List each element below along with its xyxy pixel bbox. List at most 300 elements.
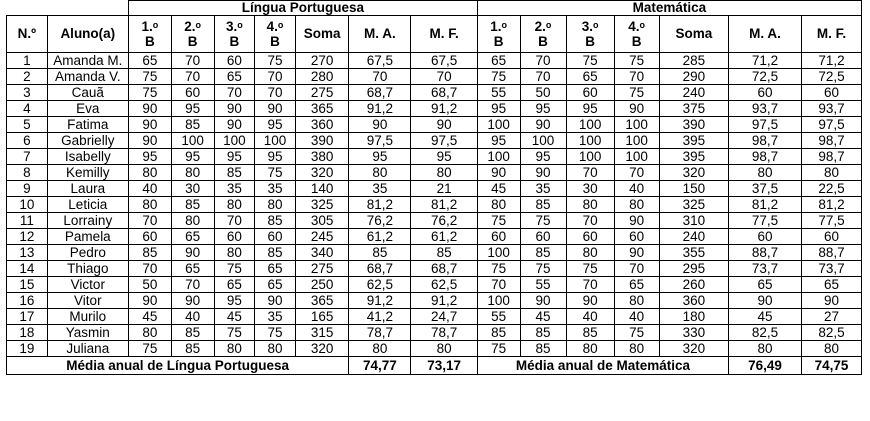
pt-grade-b2: 90 — [171, 293, 214, 309]
pt-grade-b3: 85 — [214, 165, 255, 181]
bim-num: 3. — [226, 19, 238, 34]
pt-grade-b2: 60 — [171, 85, 214, 101]
pt-grade-b1: 50 — [128, 277, 171, 293]
mat-grade-b2: 85 — [520, 245, 566, 261]
mat-sum: 330 — [659, 325, 729, 341]
pt-grade-b1: 90 — [128, 117, 171, 133]
pt-grade-b3: 80 — [214, 197, 255, 213]
pt-mf: 68,7 — [411, 261, 477, 277]
table-row — [7, 341, 862, 357]
mat-grade-b3: 30 — [566, 181, 614, 197]
bim-num: 4. — [628, 19, 640, 34]
mat-grade-b4: 40 — [614, 181, 659, 197]
mat-grade-b3: 85 — [566, 325, 614, 341]
pt-mf: 61,2 — [411, 229, 477, 245]
mat-mf: 88,7 — [801, 245, 861, 261]
pt-grade-b2: 95 — [171, 101, 214, 117]
student-name: Pamela — [47, 229, 128, 245]
mat-grade-b4: 90 — [614, 213, 659, 229]
pt-ma: 80 — [349, 165, 411, 181]
mat-grade-b2: 85 — [520, 341, 566, 357]
grades-table-wrapper — [6, 0, 862, 375]
mat-grade-b2: 90 — [520, 117, 566, 133]
footer-pt-ma: 74,77 — [349, 357, 411, 375]
pt-sum: 250 — [295, 277, 349, 293]
pt-grade-b3: 80 — [214, 245, 255, 261]
student-name: Lorrainy — [47, 213, 128, 229]
mat-grade-b1: 85 — [477, 325, 520, 341]
pt-grade-b3: 65 — [214, 277, 255, 293]
footer-averages-row — [7, 357, 862, 375]
mat-grade-b2: 85 — [520, 325, 566, 341]
pt-grade-b1: 65 — [128, 53, 171, 69]
mat-sum: 310 — [659, 213, 729, 229]
mat-mf: 60 — [801, 85, 861, 101]
pt-ma: 81,2 — [349, 197, 411, 213]
pt-grade-b4: 90 — [255, 293, 296, 309]
pt-grade-b3: 80 — [214, 341, 255, 357]
student-number: 6 — [7, 133, 48, 149]
bim-sup: o — [152, 20, 159, 30]
pt-mf: 91,2 — [411, 293, 477, 309]
mat-grade-b4: 40 — [614, 309, 659, 325]
student-number: 17 — [7, 309, 48, 325]
pt-grade-b2: 70 — [171, 69, 214, 85]
mat-grade-b1: 65 — [477, 53, 520, 69]
table-row — [7, 69, 862, 85]
student-number: 9 — [7, 181, 48, 197]
pt-grade-b3: 90 — [214, 101, 255, 117]
pt-ma: 78,7 — [349, 325, 411, 341]
mat-grade-b3: 70 — [566, 165, 614, 181]
bim-sup: o — [545, 20, 552, 30]
mat-grade-b4: 70 — [614, 69, 659, 85]
pt-ma: 67,5 — [349, 53, 411, 69]
mat-ma: 45 — [729, 309, 802, 325]
col-header-pt-mf: M. F. — [411, 16, 477, 53]
mat-grade-b1: 75 — [477, 69, 520, 85]
mat-sum: 180 — [659, 309, 729, 325]
student-number: 14 — [7, 261, 48, 277]
pt-grade-b4: 65 — [255, 261, 296, 277]
pt-grade-b4: 70 — [255, 69, 296, 85]
mat-mf: 98,7 — [801, 133, 861, 149]
student-name: Kemilly — [47, 165, 128, 181]
pt-sum: 280 — [295, 69, 349, 85]
pt-grade-b4: 65 — [255, 277, 296, 293]
col-header-mat-b4 — [614, 16, 659, 53]
bim-sup: o — [195, 20, 202, 30]
col-header-pt-b2 — [171, 16, 214, 53]
mat-grade-b4: 90 — [614, 101, 659, 117]
mat-grade-b3: 95 — [566, 101, 614, 117]
pt-grade-b4: 70 — [255, 85, 296, 101]
mat-grade-b2: 70 — [520, 53, 566, 69]
pt-mf: 85 — [411, 245, 477, 261]
student-number: 12 — [7, 229, 48, 245]
mat-ma: 71,2 — [729, 53, 802, 69]
pt-grade-b3: 95 — [214, 293, 255, 309]
student-name: Murilo — [47, 309, 128, 325]
pt-ma: 85 — [349, 245, 411, 261]
mat-grade-b1: 90 — [477, 165, 520, 181]
pt-sum: 320 — [295, 341, 349, 357]
pt-mf: 91,2 — [411, 101, 477, 117]
mat-grade-b1: 70 — [477, 277, 520, 293]
pt-ma: 70 — [349, 69, 411, 85]
mat-grade-b2: 50 — [520, 85, 566, 101]
col-header-mat-b2 — [520, 16, 566, 53]
mat-mf: 98,7 — [801, 149, 861, 165]
mat-mf: 22,5 — [801, 181, 861, 197]
pt-grade-b1: 90 — [128, 293, 171, 309]
table-row — [7, 101, 862, 117]
table-row — [7, 325, 862, 341]
mat-grade-b2: 35 — [520, 181, 566, 197]
mat-grade-b2: 95 — [520, 149, 566, 165]
mat-sum: 285 — [659, 53, 729, 69]
col-header-pt-b1 — [128, 16, 171, 53]
pt-sum: 165 — [295, 309, 349, 325]
pt-grade-b2: 80 — [171, 213, 214, 229]
mat-grade-b2: 75 — [520, 213, 566, 229]
bim-b: B — [631, 34, 642, 49]
mat-grade-b2: 75 — [520, 261, 566, 277]
footer-mat-ma: 76,49 — [729, 357, 802, 375]
student-name: Juliana — [47, 341, 128, 357]
bim-sup: o — [237, 20, 243, 30]
table-row — [7, 85, 862, 101]
pt-grade-b4: 90 — [255, 101, 296, 117]
pt-sum: 275 — [295, 85, 349, 101]
mat-grade-b3: 90 — [566, 293, 614, 309]
pt-ma: 91,2 — [349, 101, 411, 117]
pt-grade-b1: 90 — [128, 101, 171, 117]
bim-b: B — [270, 34, 280, 49]
pt-grade-b2: 85 — [171, 197, 214, 213]
mat-grade-b2: 70 — [520, 69, 566, 85]
col-header-student: Aluno(a) — [47, 16, 128, 53]
mat-ma: 60 — [729, 85, 802, 101]
pt-ma: 68,7 — [349, 85, 411, 101]
pt-mf: 80 — [411, 341, 477, 357]
student-name: Isabelly — [47, 149, 128, 165]
pt-sum: 380 — [295, 149, 349, 165]
student-name: Eva — [47, 101, 128, 117]
bim-b: B — [538, 34, 548, 49]
pt-grade-b4: 35 — [255, 181, 296, 197]
mat-grade-b4: 100 — [614, 149, 659, 165]
pt-sum: 325 — [295, 197, 349, 213]
mat-ma: 73,7 — [729, 261, 802, 277]
mat-ma: 88,7 — [729, 245, 802, 261]
mat-grade-b3: 100 — [566, 117, 614, 133]
mat-grade-b4: 60 — [614, 229, 659, 245]
student-name: Fatima — [47, 117, 128, 133]
pt-grade-b3: 95 — [214, 149, 255, 165]
mat-mf: 73,7 — [801, 261, 861, 277]
pt-sum: 365 — [295, 293, 349, 309]
mat-grade-b3: 40 — [566, 309, 614, 325]
col-header-mat-b1 — [477, 16, 520, 53]
table-row — [7, 245, 862, 261]
pt-grade-b3: 90 — [214, 117, 255, 133]
pt-grade-b4: 100 — [255, 133, 296, 149]
mat-mf: 77,5 — [801, 213, 861, 229]
mat-grade-b3: 80 — [566, 245, 614, 261]
student-number: 8 — [7, 165, 48, 181]
mat-grade-b1: 75 — [477, 213, 520, 229]
pt-mf: 81,2 — [411, 197, 477, 213]
mat-grade-b2: 90 — [520, 293, 566, 309]
pt-sum: 360 — [295, 117, 349, 133]
mat-grade-b4: 75 — [614, 53, 659, 69]
student-number: 19 — [7, 341, 48, 357]
pt-grade-b1: 75 — [128, 69, 171, 85]
grades-table — [6, 0, 862, 375]
mat-mf: 97,5 — [801, 117, 861, 133]
pt-grade-b2: 85 — [171, 117, 214, 133]
mat-grade-b3: 80 — [566, 197, 614, 213]
student-name: Cauã — [47, 85, 128, 101]
pt-sum: 140 — [295, 181, 349, 197]
mat-grade-b2: 95 — [520, 101, 566, 117]
mat-grade-b3: 100 — [566, 133, 614, 149]
pt-mf: 97,5 — [411, 133, 477, 149]
student-name: Thiago — [47, 261, 128, 277]
pt-grade-b2: 65 — [171, 261, 214, 277]
pt-grade-b2: 85 — [171, 341, 214, 357]
mat-grade-b4: 80 — [614, 293, 659, 309]
student-name: Vitor — [47, 293, 128, 309]
pt-grade-b4: 95 — [255, 149, 296, 165]
mat-sum: 355 — [659, 245, 729, 261]
mat-grade-b2: 90 — [520, 165, 566, 181]
mat-ma: 82,5 — [729, 325, 802, 341]
student-number: 2 — [7, 69, 48, 85]
bim-num: 2. — [184, 19, 196, 34]
pt-grade-b2: 80 — [171, 165, 214, 181]
student-number: 18 — [7, 325, 48, 341]
mat-grade-b4: 90 — [614, 245, 659, 261]
mat-grade-b4: 65 — [614, 277, 659, 293]
pt-ma: 61,2 — [349, 229, 411, 245]
table-row — [7, 53, 862, 69]
table-row — [7, 181, 862, 197]
pt-sum: 390 — [295, 133, 349, 149]
mat-ma: 65 — [729, 277, 802, 293]
pt-mf: 76,2 — [411, 213, 477, 229]
footer-mat-mf: 74,75 — [801, 357, 861, 375]
mat-grade-b1: 55 — [477, 85, 520, 101]
mat-ma: 97,5 — [729, 117, 802, 133]
mat-ma: 81,2 — [729, 197, 802, 213]
pt-ma: 68,7 — [349, 261, 411, 277]
pt-grade-b4: 60 — [255, 229, 296, 245]
student-number: 10 — [7, 197, 48, 213]
mat-grade-b4: 80 — [614, 341, 659, 357]
mat-grade-b4: 75 — [614, 85, 659, 101]
pt-grade-b4: 80 — [255, 341, 296, 357]
col-header-mat-sum: Soma — [659, 16, 729, 53]
mat-sum: 150 — [659, 181, 729, 197]
pt-sum: 315 — [295, 325, 349, 341]
mat-ma: 98,7 — [729, 149, 802, 165]
mat-ma: 98,7 — [729, 133, 802, 149]
header-blank — [7, 1, 129, 16]
student-number: 1 — [7, 53, 48, 69]
pt-grade-b1: 45 — [128, 309, 171, 325]
pt-grade-b4: 95 — [255, 117, 296, 133]
mat-sum: 395 — [659, 133, 729, 149]
bim-sup: o — [501, 20, 508, 30]
mat-grade-b3: 70 — [566, 277, 614, 293]
bim-num: 1. — [490, 19, 502, 34]
pt-grade-b1: 85 — [128, 245, 171, 261]
pt-grade-b2: 40 — [171, 309, 214, 325]
mat-grade-b3: 70 — [566, 213, 614, 229]
pt-grade-b1: 75 — [128, 341, 171, 357]
student-name: Leticia — [47, 197, 128, 213]
bim-b: B — [229, 34, 240, 49]
mat-sum: 260 — [659, 277, 729, 293]
pt-ma: 41,2 — [349, 309, 411, 325]
table-row — [7, 229, 862, 245]
bim-num: 2. — [534, 19, 546, 34]
mat-grade-b2: 100 — [520, 133, 566, 149]
student-name: Victor — [47, 277, 128, 293]
pt-grade-b2: 95 — [171, 149, 214, 165]
mat-mf: 80 — [801, 341, 861, 357]
col-header-mat-ma: M. A. — [729, 16, 802, 53]
pt-grade-b3: 75 — [214, 325, 255, 341]
pt-ma: 80 — [349, 341, 411, 357]
pt-ma: 35 — [349, 181, 411, 197]
pt-mf: 78,7 — [411, 325, 477, 341]
pt-mf: 68,7 — [411, 85, 477, 101]
bim-sup: o — [593, 20, 599, 30]
pt-mf: 62,5 — [411, 277, 477, 293]
mat-ma: 80 — [729, 165, 802, 181]
mat-grade-b4: 100 — [614, 133, 659, 149]
student-name: Gabrielly — [47, 133, 128, 149]
mat-grade-b2: 85 — [520, 197, 566, 213]
pt-grade-b3: 60 — [214, 53, 255, 69]
mat-sum: 240 — [659, 85, 729, 101]
pt-sum: 320 — [295, 165, 349, 181]
mat-ma: 60 — [729, 229, 802, 245]
col-header-pt-b3 — [214, 16, 255, 53]
pt-grade-b1: 80 — [128, 325, 171, 341]
pt-mf: 80 — [411, 165, 477, 181]
mat-mf: 27 — [801, 309, 861, 325]
pt-grade-b4: 75 — [255, 53, 296, 69]
pt-grade-b2: 85 — [171, 325, 214, 341]
table-row — [7, 261, 862, 277]
pt-grade-b2: 100 — [171, 133, 214, 149]
pt-grade-b3: 70 — [214, 213, 255, 229]
pt-sum: 305 — [295, 213, 349, 229]
pt-grade-b1: 60 — [128, 229, 171, 245]
mat-grade-b1: 55 — [477, 309, 520, 325]
mat-mf: 93,7 — [801, 101, 861, 117]
mat-ma: 90 — [729, 293, 802, 309]
student-name: Yasmin — [47, 325, 128, 341]
mat-grade-b2: 45 — [520, 309, 566, 325]
bim-sup: o — [639, 20, 646, 30]
mat-mf: 72,5 — [801, 69, 861, 85]
mat-mf: 81,2 — [801, 197, 861, 213]
table-row — [7, 133, 862, 149]
mat-grade-b1: 45 — [477, 181, 520, 197]
pt-mf: 21 — [411, 181, 477, 197]
mat-sum: 320 — [659, 165, 729, 181]
col-header-pt-b4 — [255, 16, 296, 53]
bim-num: 4. — [266, 19, 278, 34]
mat-grade-b1: 75 — [477, 261, 520, 277]
student-number: 13 — [7, 245, 48, 261]
pt-ma: 91,2 — [349, 293, 411, 309]
pt-ma: 90 — [349, 117, 411, 133]
table-row — [7, 309, 862, 325]
pt-grade-b3: 65 — [214, 69, 255, 85]
student-name: Laura — [47, 181, 128, 197]
bim-b: B — [144, 34, 155, 49]
header-subject-row — [7, 1, 862, 16]
pt-grade-b2: 70 — [171, 277, 214, 293]
pt-grade-b3: 100 — [214, 133, 255, 149]
subject-header-portuguese: Língua Portuguesa — [128, 1, 477, 16]
pt-grade-b1: 80 — [128, 197, 171, 213]
mat-mf: 80 — [801, 165, 861, 181]
pt-ma: 95 — [349, 149, 411, 165]
pt-sum: 275 — [295, 261, 349, 277]
bim-b: B — [585, 34, 595, 49]
mat-ma: 93,7 — [729, 101, 802, 117]
pt-grade-b2: 90 — [171, 245, 214, 261]
mat-grade-b1: 75 — [477, 341, 520, 357]
mat-grade-b4: 75 — [614, 325, 659, 341]
mat-grade-b3: 100 — [566, 149, 614, 165]
pt-grade-b3: 70 — [214, 85, 255, 101]
pt-mf: 70 — [411, 69, 477, 85]
mat-grade-b3: 60 — [566, 85, 614, 101]
pt-sum: 270 — [295, 53, 349, 69]
pt-mf: 90 — [411, 117, 477, 133]
mat-grade-b4: 70 — [614, 165, 659, 181]
pt-grade-b4: 75 — [255, 325, 296, 341]
pt-sum: 245 — [295, 229, 349, 245]
mat-mf: 71,2 — [801, 53, 861, 69]
col-header-mat-b3 — [566, 16, 614, 53]
bim-num: 1. — [141, 19, 153, 34]
pt-grade-b1: 75 — [128, 85, 171, 101]
pt-grade-b1: 95 — [128, 149, 171, 165]
pt-grade-b1: 40 — [128, 181, 171, 197]
pt-ma: 97,5 — [349, 133, 411, 149]
pt-grade-b2: 65 — [171, 229, 214, 245]
mat-sum: 390 — [659, 117, 729, 133]
mat-grade-b3: 75 — [566, 53, 614, 69]
student-name: Amanda M. — [47, 53, 128, 69]
pt-grade-b1: 80 — [128, 165, 171, 181]
mat-grade-b3: 65 — [566, 69, 614, 85]
mat-mf: 90 — [801, 293, 861, 309]
pt-grade-b4: 75 — [255, 165, 296, 181]
mat-ma: 80 — [729, 341, 802, 357]
mat-grade-b1: 95 — [477, 133, 520, 149]
footer-pt-mf: 73,17 — [411, 357, 477, 375]
